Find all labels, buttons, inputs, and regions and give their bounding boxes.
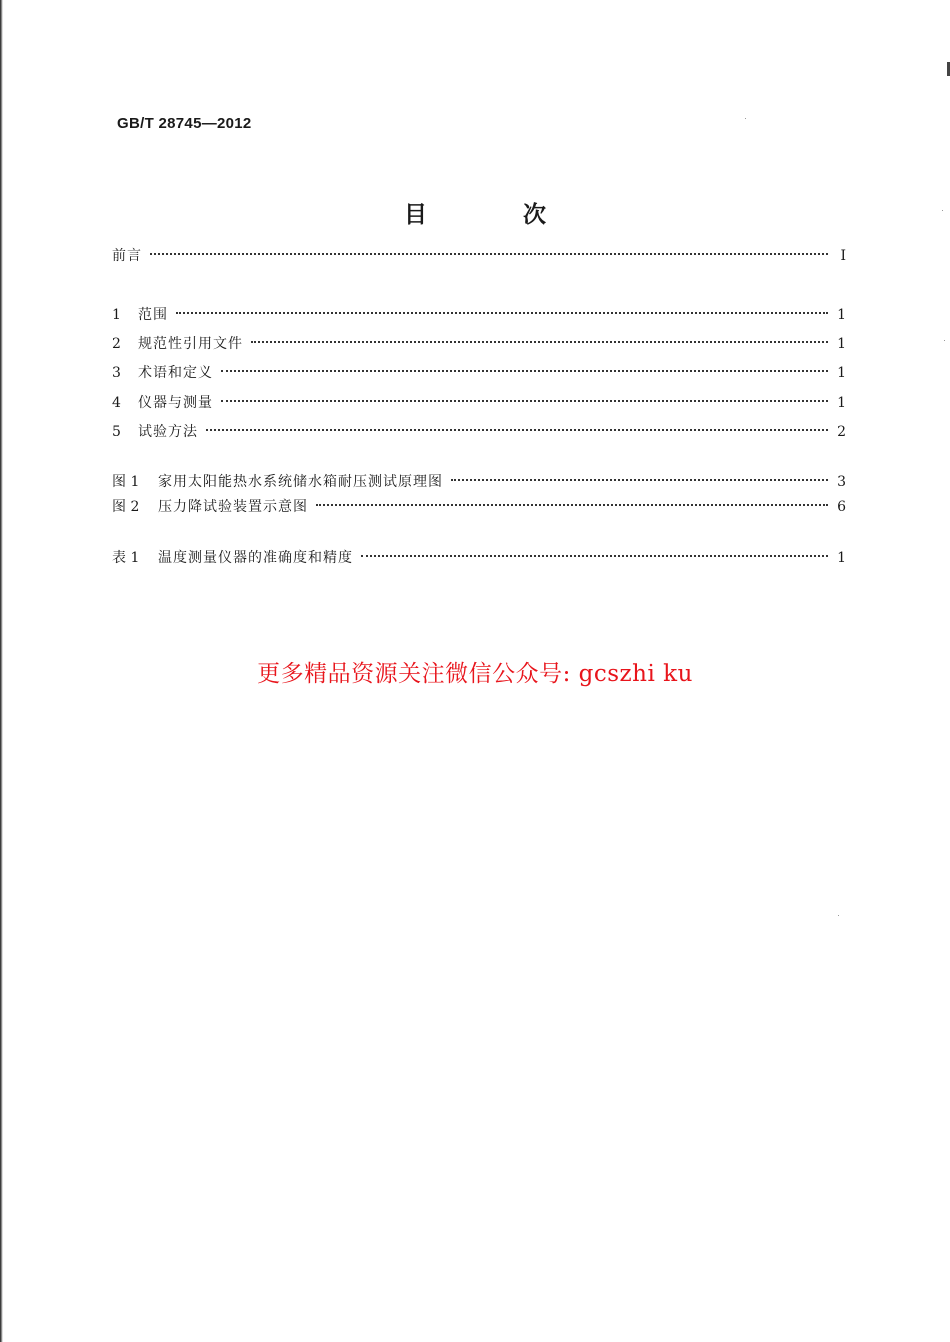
toc-section-number: 3 (112, 365, 121, 381)
toc-entry-text: 规范性引用文件 (138, 336, 243, 352)
toc-section-number: 1 (112, 307, 121, 323)
toc-page-number: Ⅰ (840, 248, 846, 264)
toc-entry-test-methods[interactable] (112, 422, 846, 442)
toc-entry-figure-1[interactable] (112, 472, 846, 492)
dot-leader (221, 400, 828, 402)
toc-entry-scope[interactable] (112, 305, 846, 325)
toc-page-number: 1 (837, 550, 846, 566)
toc-figure-number: 图 1 (112, 474, 140, 490)
dot-leader (221, 370, 828, 372)
toc-entry-figure-2[interactable] (112, 497, 846, 517)
dot-leader (206, 429, 828, 431)
page-title: 目 次 (403, 202, 590, 228)
dot-leader (251, 341, 828, 343)
dot-leader (316, 504, 828, 506)
toc-figure-number: 图 2 (112, 499, 140, 515)
dot-leader (451, 479, 828, 481)
toc-page-number: 1 (837, 395, 846, 411)
toc-entry-text: 术语和定义 (138, 365, 213, 381)
dot-leader (150, 253, 828, 255)
toc-page-number: 1 (837, 365, 846, 381)
toc-entry-text: 压力降试验装置示意图 (158, 499, 308, 515)
toc-section-number: 5 (112, 424, 121, 440)
toc-entry-text: 范围 (138, 307, 168, 323)
toc-entry-foreword[interactable] (112, 246, 846, 266)
toc-entry-instruments[interactable] (112, 393, 846, 413)
toc-entry-text: 家用太阳能热水系统储水箱耐压测试原理图 (158, 474, 443, 490)
toc-entry-text: 试验方法 (138, 424, 198, 440)
toc-entry-text: 温度测量仪器的准确度和精度 (158, 550, 353, 566)
toc-entry-terms-definitions[interactable] (112, 363, 846, 383)
toc-table-number: 表 1 (112, 550, 140, 566)
toc-entry-normative-references[interactable] (112, 334, 846, 354)
toc-page-number: 1 (837, 307, 846, 323)
standard-code: GB/T 28745—2012 (117, 115, 252, 132)
promo-watermark-text: 更多精品资源关注微信公众号: gcszhi ku (257, 661, 693, 687)
toc-entry-table-1[interactable] (112, 548, 846, 568)
toc-page-number: 2 (837, 424, 846, 440)
dot-leader (176, 312, 828, 314)
toc-entry-text: 前言 (112, 248, 142, 264)
toc-section-number: 4 (112, 395, 121, 411)
scan-speck (745, 118, 746, 119)
toc-section-number: 2 (112, 336, 121, 352)
scan-speck (838, 915, 839, 916)
scan-speck (944, 340, 945, 341)
toc-entry-text: 仪器与测量 (138, 395, 213, 411)
toc-page-number: 3 (837, 474, 846, 490)
dot-leader (361, 555, 828, 557)
toc-page-number: 1 (837, 336, 846, 352)
toc-page-number: 6 (837, 499, 846, 515)
